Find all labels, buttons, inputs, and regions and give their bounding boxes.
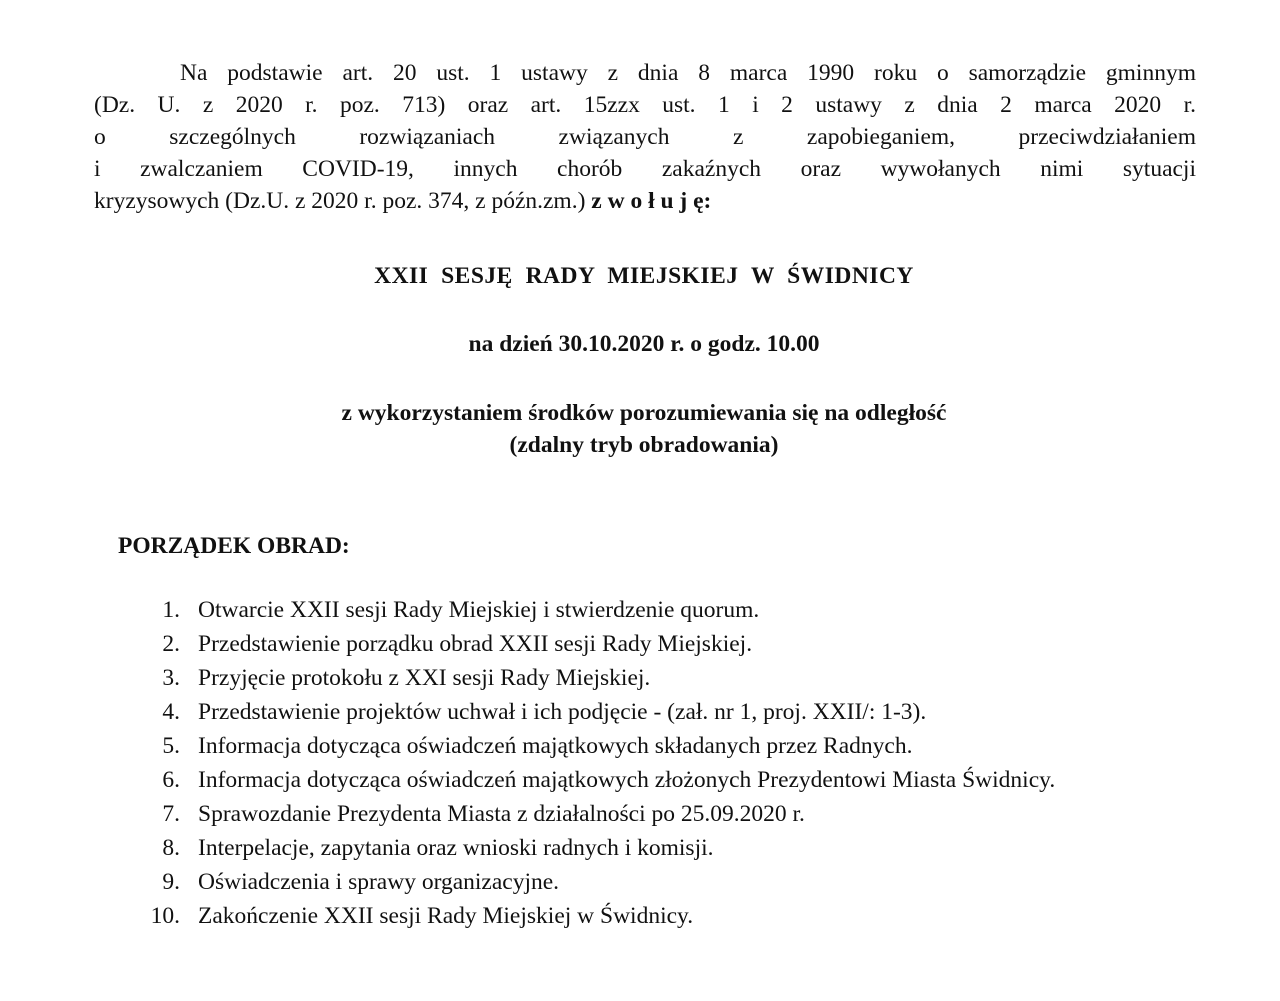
agenda-item-text: Interpelacje, zapytania oraz wnioski radnych i komisji. (198, 835, 714, 861)
intro-line: (Dz. U. z 2020 r. poz. 713) oraz art. 15zzx ust. 1 i 2 ustawy z dnia 2 marca 2020 r. (94, 92, 1196, 118)
session-mode-line-1: z wykorzystaniem środków porozumiewania się na odległość (341, 400, 947, 426)
agenda-item (130, 800, 1180, 829)
intro-last-line (94, 185, 1196, 217)
intro-line: i zwalczaniem COVID-19, innych chorób zakaźnych oraz wywołanych nimi sytuacji (94, 156, 1196, 182)
agenda-item (130, 630, 1180, 659)
agenda-item-number: 6. (162, 767, 180, 793)
intro-line: o szczególnych rozwiązaniach związanych z zapobieganiem, przeciwdziałaniem (94, 124, 1196, 150)
session-date: na dzień 30.10.2020 r. o godz. 10.00 (468, 331, 820, 357)
session-mode-line-2: (zdalny tryb obradowania) (509, 432, 779, 458)
convene-word: z w o ł u j ę: (591, 188, 712, 214)
agenda-item-text: Sprawozdanie Prezydenta Miasta z działalności po 25.09.2020 r. (198, 801, 805, 827)
session-mode (0, 397, 1280, 461)
agenda-item (130, 698, 1180, 727)
agenda-item-text: Otwarcie XXII sesji Rady Miejskiej i stwierdzenie quorum. (198, 597, 760, 623)
agenda-item (130, 834, 1180, 863)
agenda-item (130, 868, 1180, 897)
agenda-item-text: Zakończenie XXII sesji Rady Miejskiej w Świdnicy. (198, 903, 694, 929)
agenda-item (130, 664, 1180, 693)
agenda-item-number: 4. (162, 699, 180, 725)
agenda-item (130, 732, 1180, 761)
agenda-item (130, 596, 1180, 625)
agenda-item-number: 8. (162, 835, 180, 861)
legal-basis-paragraph (94, 57, 1196, 217)
agenda-item-number: 10. (150, 903, 180, 929)
agenda-item-text: Informacja dotycząca oświadczeń majątkowych złożonych Prezydentowi Miasta Świdnicy. (198, 767, 1056, 793)
agenda-item-text: Przedstawienie projektów uchwał i ich podjęcie - (zał. nr 1, proj. XXII/: 1-3). (198, 699, 927, 725)
intro-line: Na podstawie art. 20 ust. 1 ustawy z dnia 8 marca 1990 roku o samorządzie gminnym (180, 60, 1196, 86)
intro-last-line-text: kryzysowych (Dz.U. z 2020 r. poz. 374, z późn.zm.) (94, 188, 586, 214)
agenda-item-number: 5. (162, 733, 180, 759)
agenda-item-text: Przedstawienie porządku obrad XXII sesji Rady Miejskiej. (198, 631, 753, 657)
agenda-item-text: Przyjęcie protokołu z XXI sesji Rady Miejskiej. (198, 665, 651, 691)
session-title: XXII SESJĘ RADY MIEJSKIEJ W ŚWIDNICY (374, 263, 914, 289)
agenda-list (130, 596, 1180, 936)
agenda-item-number: 3. (162, 665, 180, 691)
agenda-item-text: Informacja dotycząca oświadczeń majątkowych składanych przez Radnych. (198, 733, 913, 759)
agenda-item (130, 902, 1180, 931)
agenda-heading: PORZĄDEK OBRAD: (118, 533, 350, 559)
agenda-item-number: 2. (162, 631, 180, 657)
agenda-item (130, 766, 1180, 795)
agenda-item-number: 1. (162, 597, 180, 623)
agenda-item-number: 7. (162, 801, 180, 827)
agenda-item-text: Oświadczenia i sprawy organizacyjne. (198, 869, 560, 895)
agenda-item-number: 9. (162, 869, 180, 895)
